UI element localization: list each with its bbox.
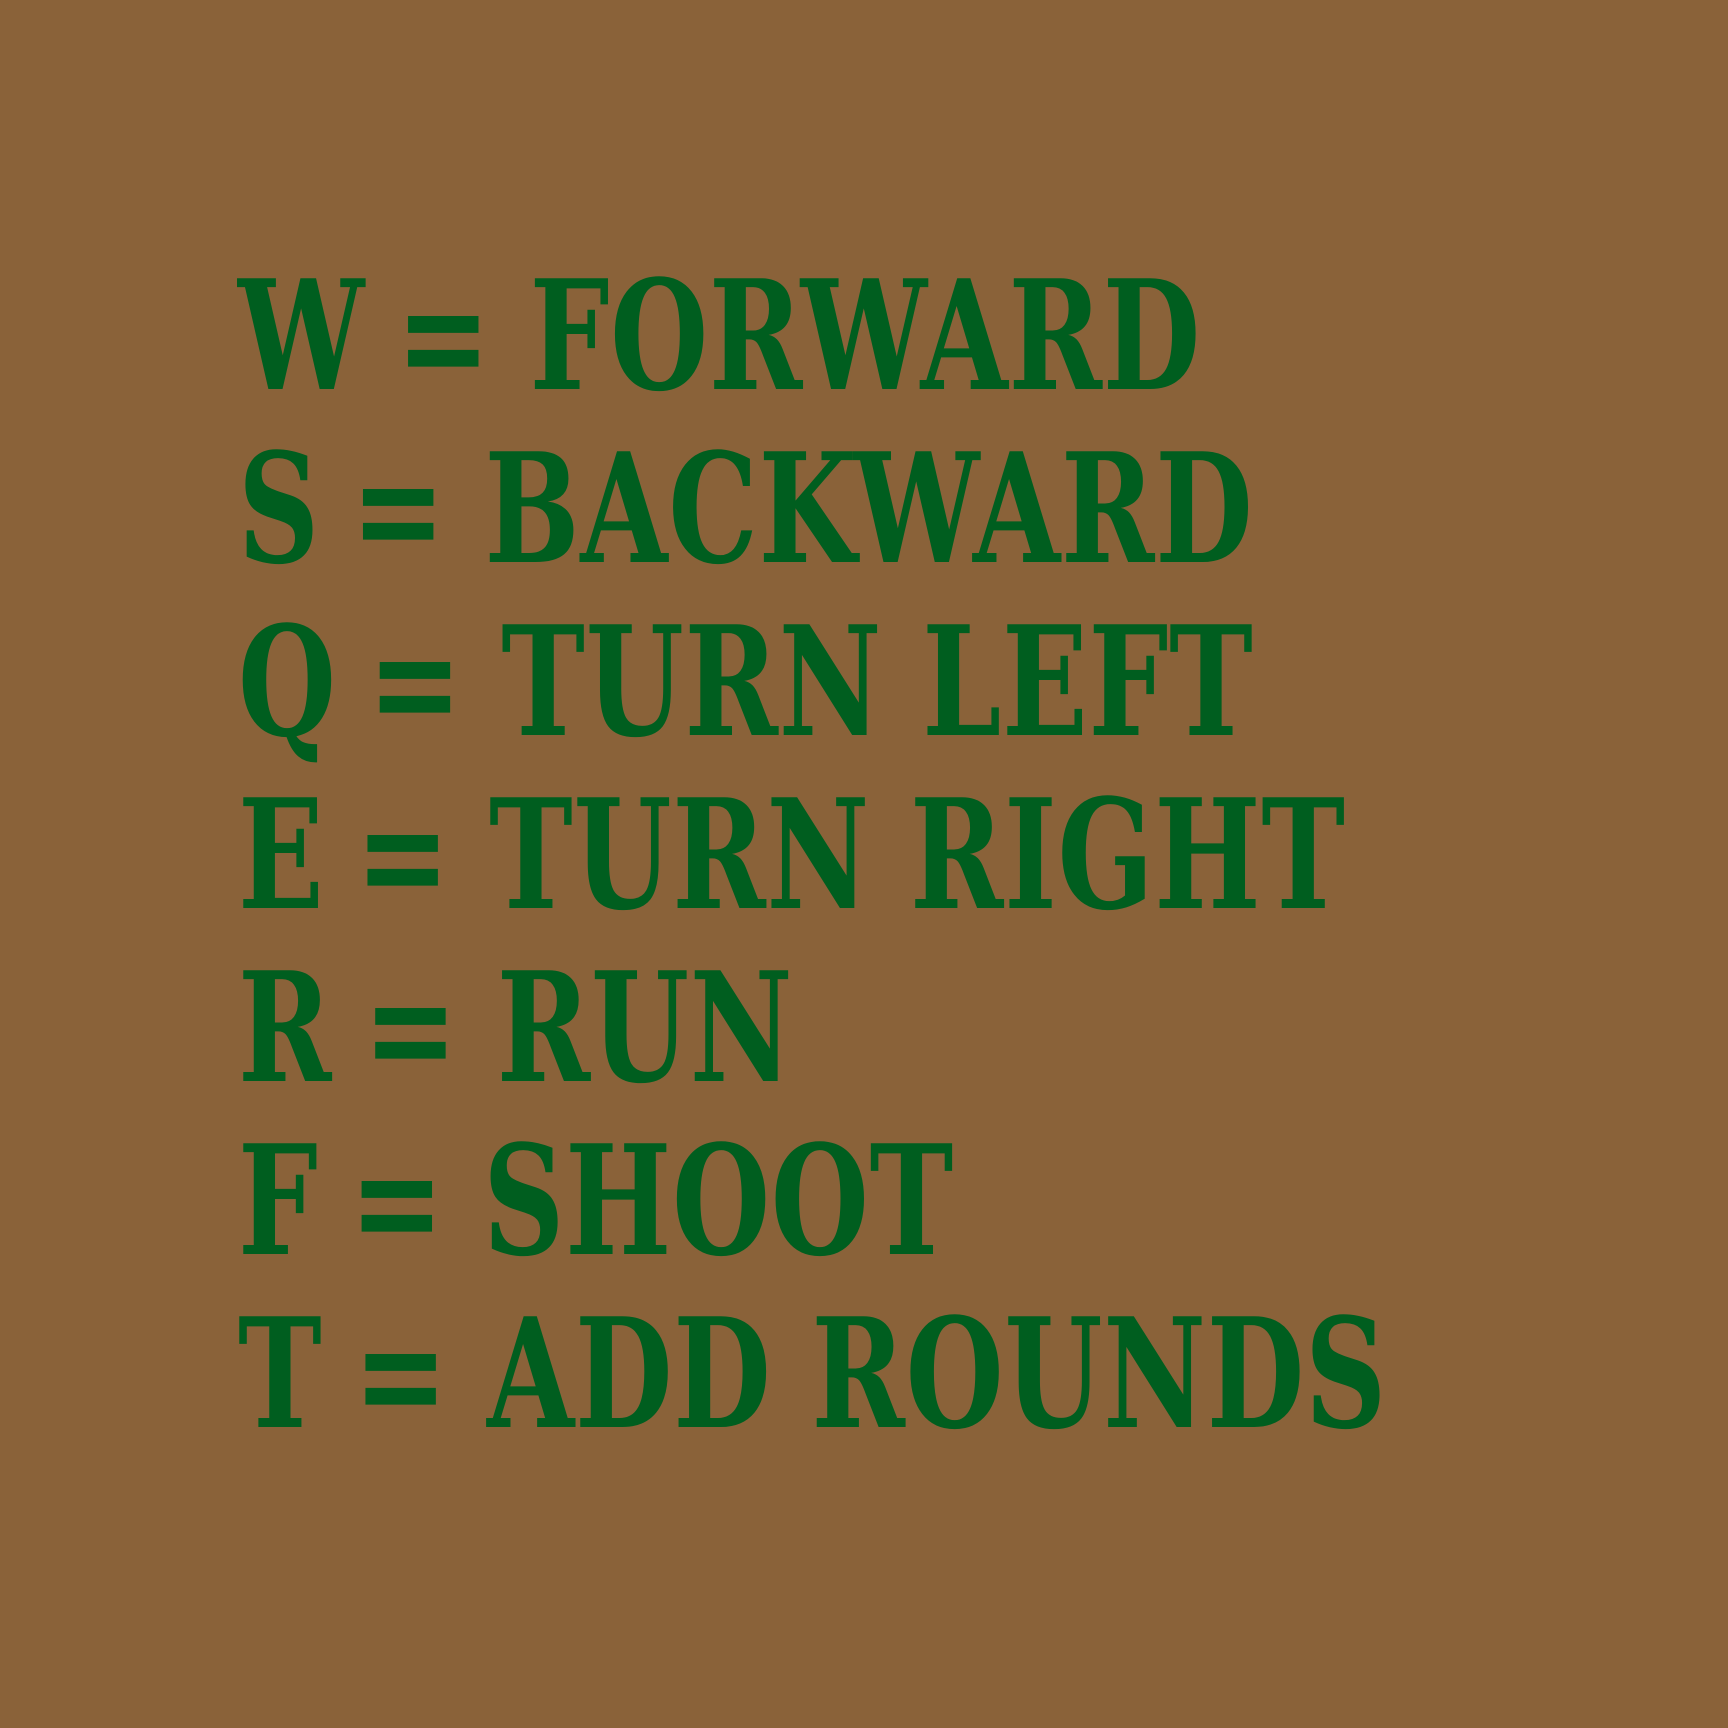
key-label: W	[238, 246, 366, 425]
key-label: T	[238, 1284, 323, 1463]
control-row-add-rounds	[238, 1284, 1388, 1491]
key-label: Q	[238, 592, 337, 771]
action-label: TURN RIGHT	[489, 765, 1346, 944]
controls-legend	[238, 246, 1638, 1491]
action-label: SHOOT	[483, 1111, 955, 1290]
action-label: FORWARD	[529, 246, 1202, 425]
equals-sign: =	[349, 1111, 445, 1290]
action-label: BACKWARD	[484, 419, 1254, 598]
equals-sign: =	[363, 938, 459, 1117]
equals-sign: =	[355, 765, 451, 944]
key-label: E	[238, 765, 325, 944]
equals-sign: =	[396, 246, 492, 425]
action-label: ADD ROUNDS	[486, 1284, 1388, 1463]
equals-sign: =	[351, 419, 447, 598]
equals-sign: =	[353, 1284, 449, 1463]
action-label: TURN LEFT	[501, 592, 1254, 771]
key-label: R	[238, 938, 333, 1117]
key-label: F	[238, 1111, 319, 1290]
key-label: S	[238, 419, 320, 598]
action-label: RUN	[496, 938, 794, 1117]
equals-sign: =	[367, 592, 463, 771]
